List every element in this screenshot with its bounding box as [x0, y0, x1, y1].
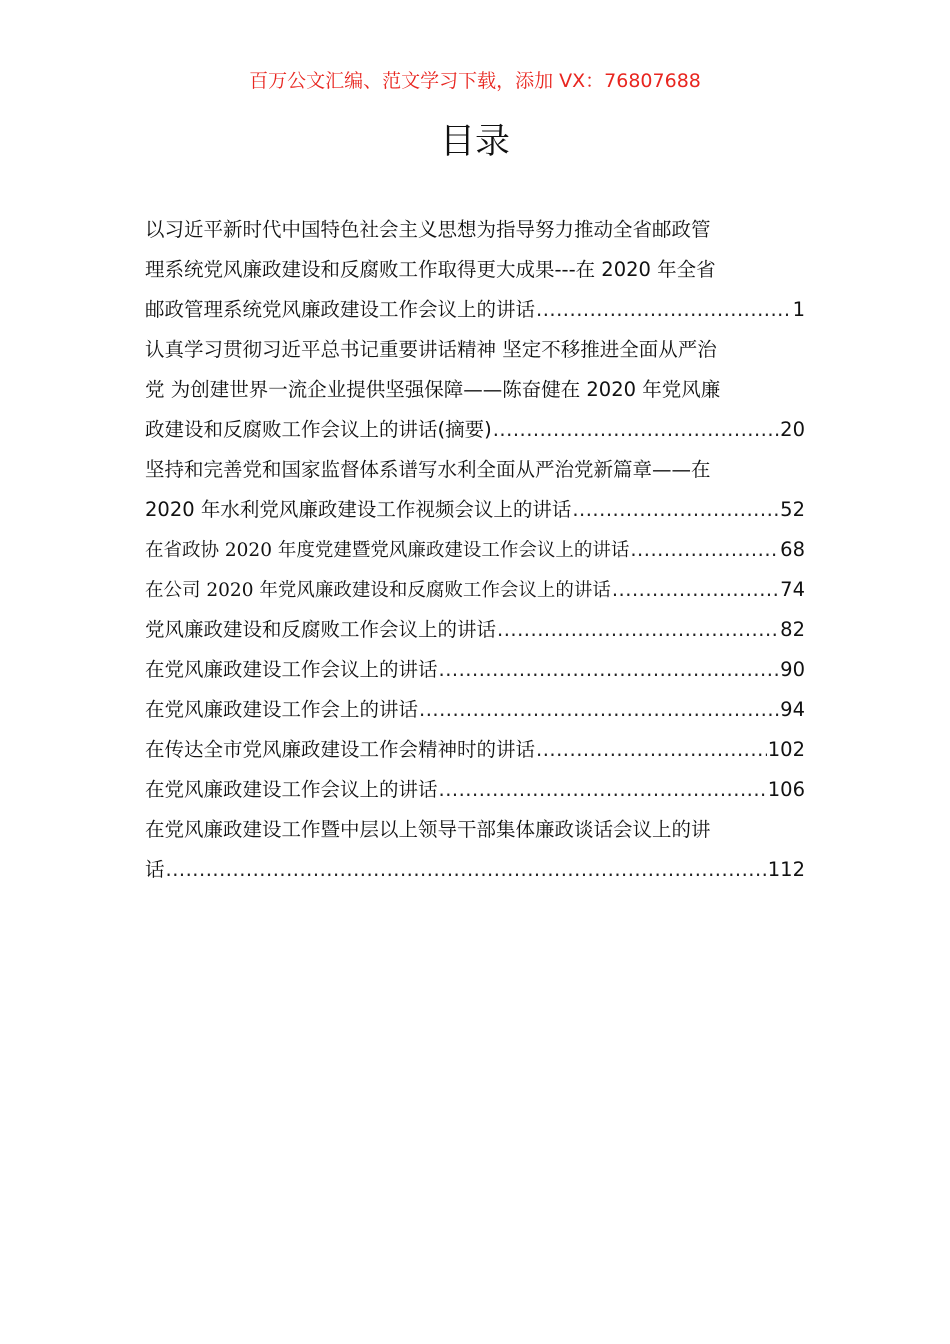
toc-entry[interactable] — [145, 530, 805, 570]
dot-leader — [439, 770, 767, 810]
toc-entry[interactable] — [145, 450, 805, 530]
toc-entry[interactable] — [145, 570, 805, 610]
toc-entry-line: 坚持和完善党和国家监督体系谱写水利全面从严治党新篇章——在 — [145, 458, 711, 481]
toc-entry[interactable] — [145, 330, 805, 450]
toc-entry-title: 邮政管理系统党风廉政建设工作会议上的讲话 — [145, 298, 536, 321]
dot-leader — [166, 850, 767, 890]
dot-leader — [572, 490, 779, 530]
toc-entry-last-line — [145, 770, 805, 810]
toc-entry[interactable] — [145, 770, 805, 810]
toc-entry-last-line — [145, 290, 805, 330]
toc-entry-title: 在公司 2020 年党风廉政建设和反腐败工作会议上的讲话 — [145, 580, 611, 601]
dot-leader — [630, 530, 779, 570]
dot-leader — [536, 290, 792, 330]
toc-page-number: 94 — [780, 698, 805, 721]
toc-page-number: 112 — [767, 858, 805, 881]
toc-entry-title: 在党风廉政建设工作会上的讲话 — [145, 698, 419, 721]
toc-entry[interactable] — [145, 810, 805, 890]
toc-entry-last-line — [145, 490, 805, 530]
toc-entry-title: 在省政协 2020 年度党建暨党风廉政建设工作会议上的讲话 — [145, 540, 630, 561]
toc-entry-last-line — [145, 730, 805, 770]
toc-entry-title: 政建设和反腐败工作会议上的讲话(摘要) — [145, 418, 492, 441]
toc-entry-title: 在党风廉政建设工作会议上的讲话 — [145, 778, 438, 801]
dot-leader — [419, 690, 779, 730]
toc-entry-last-line — [145, 690, 805, 730]
toc-entry-last-line — [145, 650, 805, 690]
toc-entry[interactable] — [145, 610, 805, 650]
toc-entry[interactable] — [145, 210, 805, 330]
toc-page-number: 82 — [780, 618, 805, 641]
toc-page-number: 90 — [780, 658, 805, 681]
toc-entry-last-line — [145, 410, 805, 450]
dot-leader — [612, 570, 779, 610]
toc-entry[interactable] — [145, 650, 805, 690]
dot-leader — [439, 650, 780, 690]
toc-entry-line: 党 为创建世界一流企业提供坚强保障——陈奋健在 2020 年党风廉 — [145, 378, 721, 401]
header-note: 百万公文汇编、范文学习下载，添加 VX：76807688 — [249, 70, 701, 92]
toc-entry-title: 在党风廉政建设工作会议上的讲话 — [145, 658, 438, 681]
toc-entry-line: 认真学习贯彻习近平总书记重要讲话精神 坚定不移推进全面从严治 — [145, 338, 717, 361]
toc-entry-last-line — [145, 570, 805, 610]
toc-entry[interactable] — [145, 690, 805, 730]
toc-entry[interactable] — [145, 730, 805, 770]
table-of-contents — [145, 210, 805, 890]
toc-page-number: 106 — [767, 778, 805, 801]
toc-entry-line: 以习近平新时代中国特色社会主义思想为指导努力推动全省邮政管 — [145, 218, 711, 241]
toc-entry-line: 在党风廉政建设工作暨中层以上领导干部集体廉政谈话会议上的讲 — [145, 818, 711, 841]
page-title: 目录 — [439, 122, 510, 162]
toc-entry-title: 党风廉政建设和反腐败工作会议上的讲话 — [145, 618, 497, 641]
dot-leader — [497, 610, 779, 650]
toc-page-number: 102 — [767, 738, 805, 761]
toc-page-number: 68 — [780, 538, 805, 561]
toc-entry-last-line — [145, 610, 805, 650]
toc-entry-title: 2020 年水利党风廉政建设工作视频会议上的讲话 — [145, 498, 572, 521]
toc-page-number: 74 — [780, 578, 805, 601]
toc-entry-title: 在传达全市党风廉政建设工作会精神时的讲话 — [145, 738, 536, 761]
toc-page-number: 52 — [780, 498, 805, 521]
toc-page-number: 20 — [780, 418, 805, 441]
toc-entry-line: 理系统党风廉政建设和反腐败工作取得更大成果---在 2020 年全省 — [145, 258, 716, 281]
dot-leader — [536, 730, 767, 770]
toc-entry-last-line — [145, 850, 805, 890]
toc-entry-last-line — [145, 530, 805, 570]
toc-entry-title: 话 — [145, 858, 165, 881]
toc-page-number: 1 — [792, 298, 805, 321]
dot-leader — [493, 410, 779, 450]
